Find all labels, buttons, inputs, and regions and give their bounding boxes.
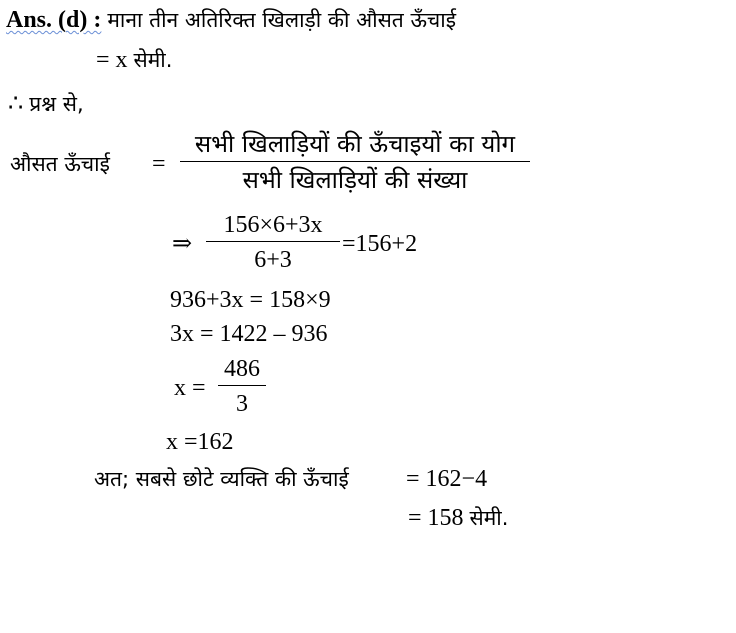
average-fraction	[180, 130, 530, 194]
step1-fraction-bar	[206, 241, 340, 242]
average-numerator: सभी खिलाड़ियों की ऊँचाइयों का योग	[194, 130, 516, 158]
conclusion-eq2-line	[408, 504, 508, 532]
answer-text: माना तीन अतिरिक्त खिलाड़ी की औसत ऊँचाई	[107, 8, 457, 32]
step4-numerator: 486	[224, 356, 260, 382]
answer-value-line	[96, 46, 172, 74]
step1-fraction	[206, 211, 340, 274]
conclusion-unit: सेमी.	[469, 506, 509, 530]
conclusion-line	[94, 465, 349, 493]
therefore-text: प्रश्न से,	[29, 92, 84, 116]
conclusion-eq1: = 162−4	[406, 466, 488, 492]
conclusion-eq2: = 158	[408, 505, 464, 531]
step4-fraction	[218, 355, 266, 418]
step4-lhs: x =	[174, 375, 206, 401]
average-fraction-bar	[180, 161, 530, 162]
answer-line	[6, 6, 456, 34]
conclusion-text: अत; सबसे छोटे व्यक्ति की ऊँचाई	[94, 467, 349, 491]
step1-denominator: 6+3	[254, 247, 292, 273]
step2-equation: 936+3x = 158×9	[170, 287, 331, 313]
answer-prefix: Ans. (d) :	[6, 7, 102, 33]
step4-fraction-bar	[218, 385, 266, 386]
therefore-symbol: ∴	[8, 91, 24, 117]
average-equals: =	[152, 151, 166, 177]
step5-result: x =162	[166, 429, 234, 455]
therefore-line	[8, 90, 84, 118]
average-denominator: सभी खिलाड़ियों की संख्या	[242, 166, 468, 194]
implies-symbol: ⇒	[172, 231, 193, 257]
step1-rhs: =156+2	[342, 231, 418, 257]
step3-equation: 3x = 1422 – 936	[170, 321, 328, 347]
step4-denominator: 3	[236, 391, 248, 417]
average-lhs: औसत ऊँचाई	[10, 152, 110, 176]
answer-unit: सेमी.	[133, 48, 173, 72]
answer-eq: = x	[96, 47, 128, 73]
step1-numerator: 156×6+3x	[223, 212, 323, 238]
